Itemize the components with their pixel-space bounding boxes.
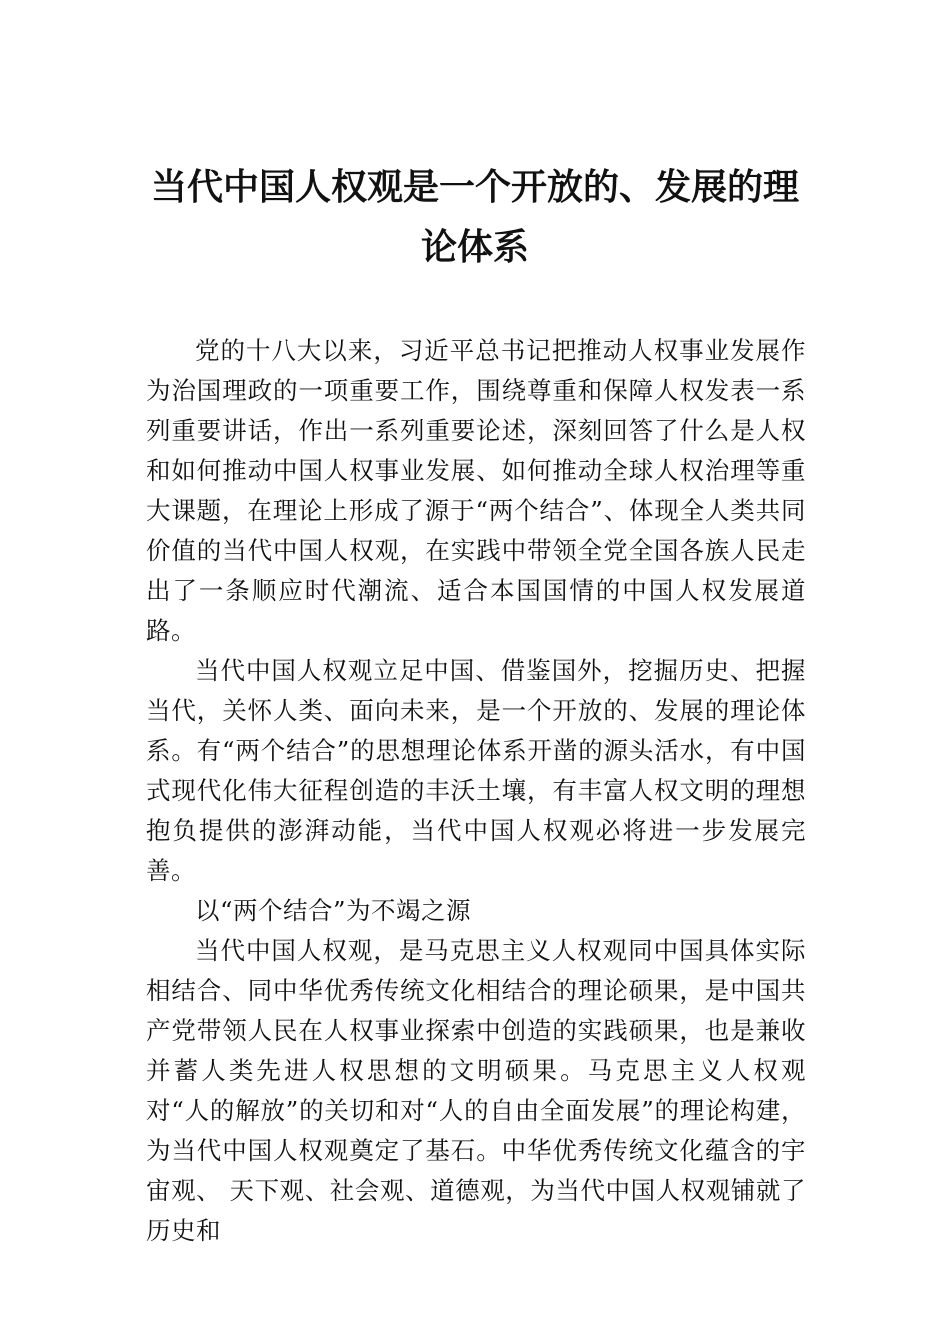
section-heading: 以“两个结合”为不竭之源 <box>195 896 472 925</box>
paragraph-intro: 党的十八大以来，习近平总书记把推动人权事业发展作为治国理政的一项重要工作，围绕尊重和保障人权发表一系列重要讲话，作出一系列重要论述，深刻回答了什么是人权和如何推动中国人权事业发展、如何推动全球人权治理等重大课题，在理论上形成了源于“两个结合”、体现全人类共同价值的当代中国人权观，在实践中带领全党全国各族人民走出了一条顺应时代潮流、适合本国国情的中国人权发展道路。 <box>146 336 806 645</box>
paragraph-overview: 当代中国人权观立足中国、借鉴国外，挖掘历史、把握当代，关怀人类、面向未来，是一个开放的、发展的理论体系。有“两个结合”的思想理论体系开凿的源头活水，有中国式现代化伟大征程创造的丰沃土壤，有丰富人权文明的理想抱负提供的澎湃动能，当代中国人权观必将进一步发展完善。 <box>146 656 806 885</box>
paragraph-section-body: 当代中国人权观，是马克思主义人权观同中国具体实际相结合、同中华优秀传统文化相结合的理论硕果，是中国共产党带领人民在人权事业探索中创造的实践硕果，也是兼收并蓄人类先进人权思想的文明硕果。马克思主义人权观对“人的解放”的关切和对“人的自由全面发展”的理论构建，为当代中国人权观奠定了基石。中华优秀传统文化蕴含的宇宙观、 天下观、社会观、道德观，为当代中国人权观铺就了历史和 <box>146 936 806 1245</box>
document-title: 当代中国人权观是一个开放的、发展的理论体系 <box>150 167 799 268</box>
document-body <box>146 331 806 1251</box>
